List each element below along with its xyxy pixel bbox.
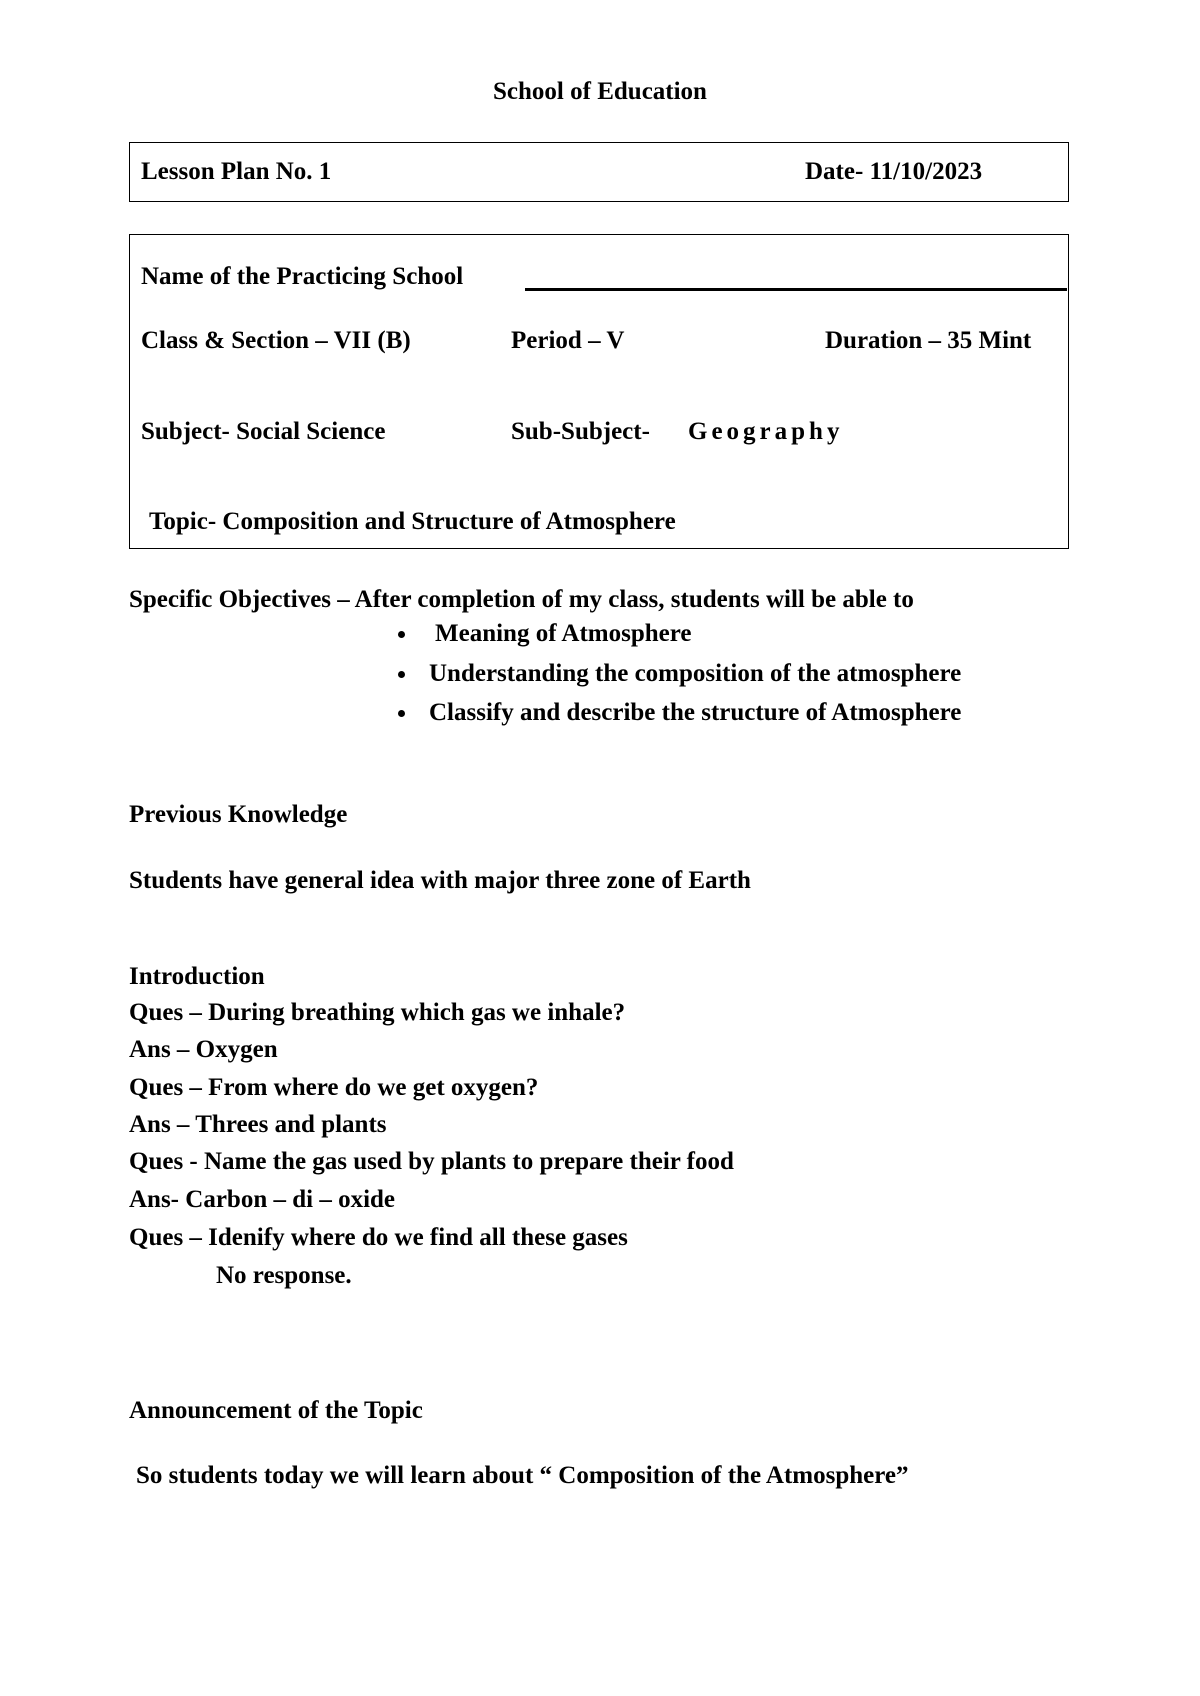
page-title: School of Education xyxy=(493,78,707,105)
introduction-heading: Introduction xyxy=(129,963,265,990)
practicing-school-label: Name of the Practicing School xyxy=(141,263,464,290)
topic: Topic- Composition and Structure of Atmosphere xyxy=(149,508,676,535)
sub-subject-value: Geography xyxy=(688,418,844,445)
period: Period – V xyxy=(511,327,625,354)
no-response: No response. xyxy=(216,1262,352,1289)
objective-item: Understanding the composition of the atmosphere xyxy=(429,660,962,687)
introduction-line: Ques - Name the gas used by plants to prepare their food xyxy=(129,1148,734,1175)
announcement-heading: Announcement of the Topic xyxy=(129,1397,423,1424)
class-section: Class & Section – VII (B) xyxy=(141,327,411,354)
introduction-line: Ques – From where do we get oxygen? xyxy=(129,1074,539,1101)
lesson-date: Date- 11/10/2023 xyxy=(805,158,983,185)
practicing-school-blank xyxy=(525,288,1067,291)
previous-knowledge-heading: Previous Knowledge xyxy=(129,801,348,828)
objective-item: Classify and describe the structure of Atmosphere xyxy=(429,699,962,726)
objectives-heading: Specific Objectives – After completion of my class, students will be able to xyxy=(129,586,914,613)
bullet-icon xyxy=(398,671,405,678)
announcement-text: So students today we will learn about “ Composition of the Atmosphere” xyxy=(136,1462,909,1489)
duration: Duration – 35 Mint xyxy=(825,327,1032,354)
bullet-icon xyxy=(398,710,405,717)
introduction-line: Ques – Idenify where do we find all these gases xyxy=(129,1224,628,1251)
previous-knowledge-text: Students have general idea with major three zone of Earth xyxy=(129,867,751,894)
sub-subject-label: Sub-Subject- xyxy=(511,418,650,445)
introduction-line: Ans- Carbon – di – oxide xyxy=(129,1186,396,1213)
bullet-icon xyxy=(398,631,405,638)
introduction-line: Ans – Threes and plants xyxy=(129,1111,387,1138)
objective-item: Meaning of Atmosphere xyxy=(435,620,692,647)
introduction-line: Ans – Oxygen xyxy=(129,1036,278,1063)
subject: Subject- Social Science xyxy=(141,418,386,445)
introduction-line: Ques – During breathing which gas we inhale? xyxy=(129,999,626,1026)
lesson-plan-number: Lesson Plan No. 1 xyxy=(141,158,332,185)
